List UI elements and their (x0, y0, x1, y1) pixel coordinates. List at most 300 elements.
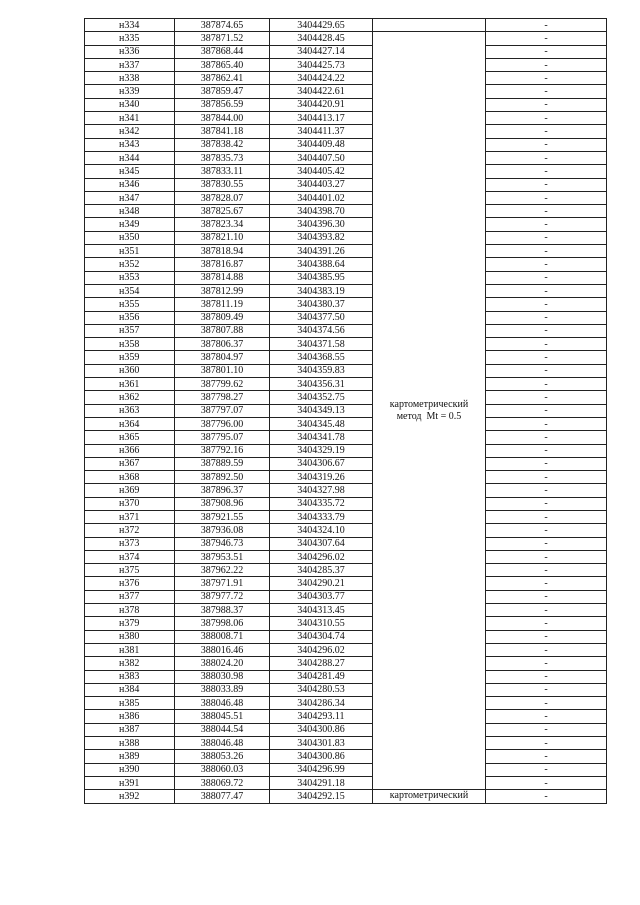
point-name-cell: н383 (85, 670, 175, 683)
table-row (85, 338, 607, 351)
method-cell-empty (373, 19, 486, 32)
table-row (85, 471, 607, 484)
dash-cell: - (486, 45, 607, 58)
table-row (85, 324, 607, 337)
point-name-cell: н340 (85, 98, 175, 111)
y-coordinate-cell: 3404391.26 (270, 245, 373, 258)
point-name-cell: н392 (85, 790, 175, 803)
y-coordinate-cell: 3404393.82 (270, 231, 373, 244)
x-coordinate-cell: 387799.62 (175, 378, 270, 391)
y-coordinate-cell: 3404324.10 (270, 524, 373, 537)
table-row (85, 98, 607, 111)
y-coordinate-cell: 3404428.45 (270, 32, 373, 45)
table-row (85, 683, 607, 696)
point-name-cell: н354 (85, 284, 175, 297)
dash-cell: - (486, 643, 607, 656)
table-row (85, 564, 607, 577)
method-label-line1: картометрический (389, 398, 469, 410)
table-row (85, 510, 607, 523)
dash-cell: - (486, 710, 607, 723)
table-row (85, 763, 607, 776)
y-coordinate-cell: 3404280.53 (270, 683, 373, 696)
dash-cell: - (486, 444, 607, 457)
table-row (85, 58, 607, 71)
x-coordinate-cell: 388030.98 (175, 670, 270, 683)
x-coordinate-cell: 387865.40 (175, 58, 270, 71)
x-coordinate-cell: 387807.88 (175, 324, 270, 337)
point-name-cell: н373 (85, 537, 175, 550)
dash-cell: - (486, 457, 607, 470)
dash-cell: - (486, 351, 607, 364)
point-name-cell: н349 (85, 218, 175, 231)
y-coordinate-cell: 3404424.22 (270, 72, 373, 85)
table-row (85, 138, 607, 151)
x-coordinate-cell: 387998.06 (175, 617, 270, 630)
x-coordinate-cell: 387841.18 (175, 125, 270, 138)
dash-cell: - (486, 790, 607, 803)
y-coordinate-cell: 3404293.11 (270, 710, 373, 723)
y-coordinate-cell: 3404319.26 (270, 471, 373, 484)
x-coordinate-cell: 387818.94 (175, 245, 270, 258)
method-cell-last: картометрический (373, 790, 486, 803)
dash-cell: - (486, 484, 607, 497)
table-row (85, 191, 607, 204)
point-name-cell: н348 (85, 205, 175, 218)
dash-cell: - (486, 723, 607, 736)
dash-cell: - (486, 737, 607, 750)
point-name-cell: н380 (85, 630, 175, 643)
y-coordinate-cell: 3404286.34 (270, 697, 373, 710)
y-coordinate-cell: 3404385.95 (270, 271, 373, 284)
dash-cell: - (486, 364, 607, 377)
x-coordinate-cell: 387811.19 (175, 298, 270, 311)
x-coordinate-cell: 387953.51 (175, 550, 270, 563)
y-coordinate-cell: 3404291.18 (270, 776, 373, 789)
table-row (85, 431, 607, 444)
table-row (85, 351, 607, 364)
y-coordinate-cell: 3404300.86 (270, 750, 373, 763)
dash-cell: - (486, 218, 607, 231)
x-coordinate-cell: 387812.99 (175, 284, 270, 297)
table-row (85, 165, 607, 178)
x-coordinate-cell: 388077.47 (175, 790, 270, 803)
y-coordinate-cell: 3404306.67 (270, 457, 373, 470)
point-name-cell: н363 (85, 404, 175, 417)
y-coordinate-cell: 3404296.99 (270, 763, 373, 776)
point-name-cell: н366 (85, 444, 175, 457)
y-coordinate-cell: 3404403.27 (270, 178, 373, 191)
dash-cell: - (486, 151, 607, 164)
point-name-cell: н342 (85, 125, 175, 138)
point-name-cell: н368 (85, 471, 175, 484)
point-name-cell: н343 (85, 138, 175, 151)
x-coordinate-cell: 387797.07 (175, 404, 270, 417)
x-coordinate-cell: 387856.59 (175, 98, 270, 111)
x-coordinate-cell: 387838.42 (175, 138, 270, 151)
x-coordinate-cell: 387868.44 (175, 45, 270, 58)
dash-cell: - (486, 98, 607, 111)
point-name-cell: н361 (85, 378, 175, 391)
x-coordinate-cell: 387821.10 (175, 231, 270, 244)
x-coordinate-cell: 388008.71 (175, 630, 270, 643)
x-coordinate-cell: 387833.11 (175, 165, 270, 178)
y-coordinate-cell: 3404380.37 (270, 298, 373, 311)
point-name-cell: н338 (85, 72, 175, 85)
x-coordinate-cell: 387977.72 (175, 590, 270, 603)
y-coordinate-cell: 3404304.74 (270, 630, 373, 643)
x-coordinate-cell: 387971.91 (175, 577, 270, 590)
table-row (85, 537, 607, 550)
point-name-cell: н387 (85, 723, 175, 736)
y-coordinate-cell: 3404409.48 (270, 138, 373, 151)
x-coordinate-cell: 387862.41 (175, 72, 270, 85)
x-coordinate-cell: 388060.03 (175, 763, 270, 776)
dash-cell: - (486, 524, 607, 537)
y-coordinate-cell: 3404335.72 (270, 497, 373, 510)
table-row (85, 19, 607, 32)
table-row (85, 737, 607, 750)
point-name-cell: н347 (85, 191, 175, 204)
dash-cell: - (486, 657, 607, 670)
table-row (85, 218, 607, 231)
x-coordinate-cell: 387798.27 (175, 391, 270, 404)
x-coordinate-cell: 387823.34 (175, 218, 270, 231)
dash-cell: - (486, 497, 607, 510)
y-coordinate-cell: 3404356.31 (270, 378, 373, 391)
y-coordinate-cell: 3404307.64 (270, 537, 373, 550)
point-name-cell: н362 (85, 391, 175, 404)
x-coordinate-cell: 388024.20 (175, 657, 270, 670)
dash-cell: - (486, 324, 607, 337)
point-name-cell: н364 (85, 417, 175, 430)
x-coordinate-cell: 387795.07 (175, 431, 270, 444)
point-name-cell: н358 (85, 338, 175, 351)
dash-cell: - (486, 417, 607, 430)
y-coordinate-cell: 3404301.83 (270, 737, 373, 750)
dash-cell: - (486, 391, 607, 404)
table-row (85, 670, 607, 683)
point-name-cell: н389 (85, 750, 175, 763)
y-coordinate-cell: 3404341.78 (270, 431, 373, 444)
point-name-cell: н370 (85, 497, 175, 510)
point-name-cell: н369 (85, 484, 175, 497)
y-coordinate-cell: 3404359.83 (270, 364, 373, 377)
dash-cell: - (486, 378, 607, 391)
dash-cell: - (486, 670, 607, 683)
table-row (85, 245, 607, 258)
x-coordinate-cell: 387806.37 (175, 338, 270, 351)
y-coordinate-cell: 3404281.49 (270, 670, 373, 683)
point-name-cell: н360 (85, 364, 175, 377)
dash-cell: - (486, 138, 607, 151)
table-row (85, 364, 607, 377)
point-name-cell: н344 (85, 151, 175, 164)
x-coordinate-cell: 387844.00 (175, 112, 270, 125)
method-cell-merged (373, 32, 486, 790)
x-coordinate-cell: 388045.51 (175, 710, 270, 723)
point-name-cell: н381 (85, 643, 175, 656)
y-coordinate-cell: 3404290.21 (270, 577, 373, 590)
dash-cell: - (486, 550, 607, 563)
x-coordinate-cell: 387830.55 (175, 178, 270, 191)
dash-cell: - (486, 284, 607, 297)
dash-cell: - (486, 604, 607, 617)
y-coordinate-cell: 3404345.48 (270, 417, 373, 430)
table-row (85, 617, 607, 630)
point-name-cell: н335 (85, 32, 175, 45)
x-coordinate-cell: 387988.37 (175, 604, 270, 617)
y-coordinate-cell: 3404327.98 (270, 484, 373, 497)
x-coordinate-cell: 387804.97 (175, 351, 270, 364)
table-row (85, 404, 607, 417)
point-name-cell: н355 (85, 298, 175, 311)
dash-cell: - (486, 231, 607, 244)
x-coordinate-cell: 387835.73 (175, 151, 270, 164)
x-coordinate-cell: 387801.10 (175, 364, 270, 377)
x-coordinate-cell: 387908.96 (175, 497, 270, 510)
table-row (85, 45, 607, 58)
table-row (85, 484, 607, 497)
point-name-cell: н374 (85, 550, 175, 563)
dash-cell: - (486, 763, 607, 776)
table-row (85, 590, 607, 603)
table-row (85, 298, 607, 311)
y-coordinate-cell: 3404398.70 (270, 205, 373, 218)
table-row (85, 72, 607, 85)
point-name-cell: н386 (85, 710, 175, 723)
point-name-cell: н367 (85, 457, 175, 470)
table-row (85, 643, 607, 656)
x-coordinate-cell: 387825.67 (175, 205, 270, 218)
y-coordinate-cell: 3404288.27 (270, 657, 373, 670)
x-coordinate-cell: 387871.52 (175, 32, 270, 45)
table-row (85, 284, 607, 297)
dash-cell: - (486, 750, 607, 763)
table-row (85, 604, 607, 617)
y-coordinate-cell: 3404296.02 (270, 550, 373, 563)
dash-cell: - (486, 431, 607, 444)
point-name-cell: н350 (85, 231, 175, 244)
point-name-cell: н353 (85, 271, 175, 284)
table-row (85, 630, 607, 643)
x-coordinate-cell: 387859.47 (175, 85, 270, 98)
point-name-cell: н385 (85, 697, 175, 710)
y-coordinate-cell: 3404352.75 (270, 391, 373, 404)
point-name-cell: н391 (85, 776, 175, 789)
x-coordinate-cell: 387814.88 (175, 271, 270, 284)
point-name-cell: н388 (85, 737, 175, 750)
point-name-cell: н378 (85, 604, 175, 617)
table-row (85, 577, 607, 590)
y-coordinate-cell: 3404313.45 (270, 604, 373, 617)
point-name-cell: н345 (85, 165, 175, 178)
y-coordinate-cell: 3404411.37 (270, 125, 373, 138)
table-row (85, 85, 607, 98)
x-coordinate-cell: 387874.65 (175, 19, 270, 32)
y-coordinate-cell: 3404329.19 (270, 444, 373, 457)
x-coordinate-cell: 387962.22 (175, 564, 270, 577)
table-row (85, 311, 607, 324)
table-row (85, 417, 607, 430)
x-coordinate-cell: 388069.72 (175, 776, 270, 789)
y-coordinate-cell: 3404310.55 (270, 617, 373, 630)
dash-cell: - (486, 311, 607, 324)
dash-cell: - (486, 697, 607, 710)
x-coordinate-cell: 387896.37 (175, 484, 270, 497)
x-coordinate-cell: 388033.89 (175, 683, 270, 696)
x-coordinate-cell: 387921.55 (175, 510, 270, 523)
point-name-cell: н377 (85, 590, 175, 603)
y-coordinate-cell: 3404296.02 (270, 643, 373, 656)
table-row (85, 697, 607, 710)
table-row (85, 112, 607, 125)
point-name-cell: н359 (85, 351, 175, 364)
table-row (85, 391, 607, 404)
point-name-cell: н341 (85, 112, 175, 125)
point-name-cell: н346 (85, 178, 175, 191)
y-coordinate-cell: 3404292.15 (270, 790, 373, 803)
dash-cell: - (486, 58, 607, 71)
dash-cell: - (486, 590, 607, 603)
point-name-cell: н357 (85, 324, 175, 337)
dash-cell: - (486, 338, 607, 351)
y-coordinate-cell: 3404396.30 (270, 218, 373, 231)
point-name-cell: н382 (85, 657, 175, 670)
point-name-cell: н334 (85, 19, 175, 32)
dash-cell: - (486, 577, 607, 590)
y-coordinate-cell: 3404300.86 (270, 723, 373, 736)
dash-cell: - (486, 510, 607, 523)
x-coordinate-cell: 387792.16 (175, 444, 270, 457)
dash-cell: - (486, 683, 607, 696)
y-coordinate-cell: 3404422.61 (270, 85, 373, 98)
table-row (85, 524, 607, 537)
point-name-cell: н337 (85, 58, 175, 71)
x-coordinate-cell: 388046.48 (175, 737, 270, 750)
dash-cell: - (486, 125, 607, 138)
dash-cell: - (486, 471, 607, 484)
y-coordinate-cell: 3404425.73 (270, 58, 373, 71)
table-row (85, 444, 607, 457)
table-row (85, 776, 607, 789)
table-row (85, 723, 607, 736)
table-row (85, 550, 607, 563)
x-coordinate-cell: 388044.54 (175, 723, 270, 736)
x-coordinate-cell: 387796.00 (175, 417, 270, 430)
dash-cell: - (486, 85, 607, 98)
dash-cell: - (486, 404, 607, 417)
x-coordinate-cell: 388046.48 (175, 697, 270, 710)
dash-cell: - (486, 245, 607, 258)
coordinates-table (84, 18, 607, 804)
x-coordinate-cell: 387892.50 (175, 471, 270, 484)
point-name-cell: н379 (85, 617, 175, 630)
y-coordinate-cell: 3404413.17 (270, 112, 373, 125)
x-coordinate-cell: 387889.59 (175, 457, 270, 470)
dash-cell: - (486, 617, 607, 630)
y-coordinate-cell: 3404368.55 (270, 351, 373, 364)
dash-cell: - (486, 258, 607, 271)
table-row (85, 32, 607, 45)
table-row (85, 271, 607, 284)
coordinates-table-body (85, 19, 607, 804)
table-row (85, 125, 607, 138)
point-name-cell: н372 (85, 524, 175, 537)
table-row (85, 710, 607, 723)
x-coordinate-cell: 387828.07 (175, 191, 270, 204)
dash-cell: - (486, 191, 607, 204)
y-coordinate-cell: 3404371.58 (270, 338, 373, 351)
y-coordinate-cell: 3404349.13 (270, 404, 373, 417)
x-coordinate-cell: 387946.73 (175, 537, 270, 550)
point-name-cell: н339 (85, 85, 175, 98)
dash-cell: - (486, 19, 607, 32)
table-row (85, 258, 607, 271)
point-name-cell: н336 (85, 45, 175, 58)
table-row (85, 657, 607, 670)
y-coordinate-cell: 3404427.14 (270, 45, 373, 58)
x-coordinate-cell: 388053.26 (175, 750, 270, 763)
table-row (85, 457, 607, 470)
table-row (85, 205, 607, 218)
point-name-cell: н365 (85, 431, 175, 444)
dash-cell: - (486, 112, 607, 125)
dash-cell: - (486, 564, 607, 577)
x-coordinate-cell: 387809.49 (175, 311, 270, 324)
table-row (85, 178, 607, 191)
point-name-cell: н356 (85, 311, 175, 324)
dash-cell: - (486, 630, 607, 643)
dash-cell: - (486, 32, 607, 45)
dash-cell: - (486, 178, 607, 191)
x-coordinate-cell: 388016.46 (175, 643, 270, 656)
dash-cell: - (486, 537, 607, 550)
dash-cell: - (486, 298, 607, 311)
y-coordinate-cell: 3404405.42 (270, 165, 373, 178)
dash-cell: - (486, 271, 607, 284)
method-label-line2: метод Mt = 0.5 (396, 410, 462, 422)
table-row (85, 750, 607, 763)
x-coordinate-cell: 387816.87 (175, 258, 270, 271)
dash-cell: - (486, 776, 607, 789)
point-name-cell: н390 (85, 763, 175, 776)
dash-cell: - (486, 205, 607, 218)
table-row (85, 497, 607, 510)
point-name-cell: н352 (85, 258, 175, 271)
y-coordinate-cell: 3404407.50 (270, 151, 373, 164)
y-coordinate-cell: 3404377.50 (270, 311, 373, 324)
table-row (85, 231, 607, 244)
y-coordinate-cell: 3404285.37 (270, 564, 373, 577)
dash-cell: - (486, 72, 607, 85)
y-coordinate-cell: 3404429.65 (270, 19, 373, 32)
table-row (85, 378, 607, 391)
y-coordinate-cell: 3404383.19 (270, 284, 373, 297)
table-row (85, 151, 607, 164)
point-name-cell: н376 (85, 577, 175, 590)
y-coordinate-cell: 3404388.64 (270, 258, 373, 271)
point-name-cell: н375 (85, 564, 175, 577)
point-name-cell: н351 (85, 245, 175, 258)
point-name-cell: н384 (85, 683, 175, 696)
y-coordinate-cell: 3404333.79 (270, 510, 373, 523)
y-coordinate-cell: 3404401.02 (270, 191, 373, 204)
y-coordinate-cell: 3404303.77 (270, 590, 373, 603)
y-coordinate-cell: 3404420.91 (270, 98, 373, 111)
table-row (85, 790, 607, 803)
x-coordinate-cell: 387936.08 (175, 524, 270, 537)
point-name-cell: н371 (85, 510, 175, 523)
